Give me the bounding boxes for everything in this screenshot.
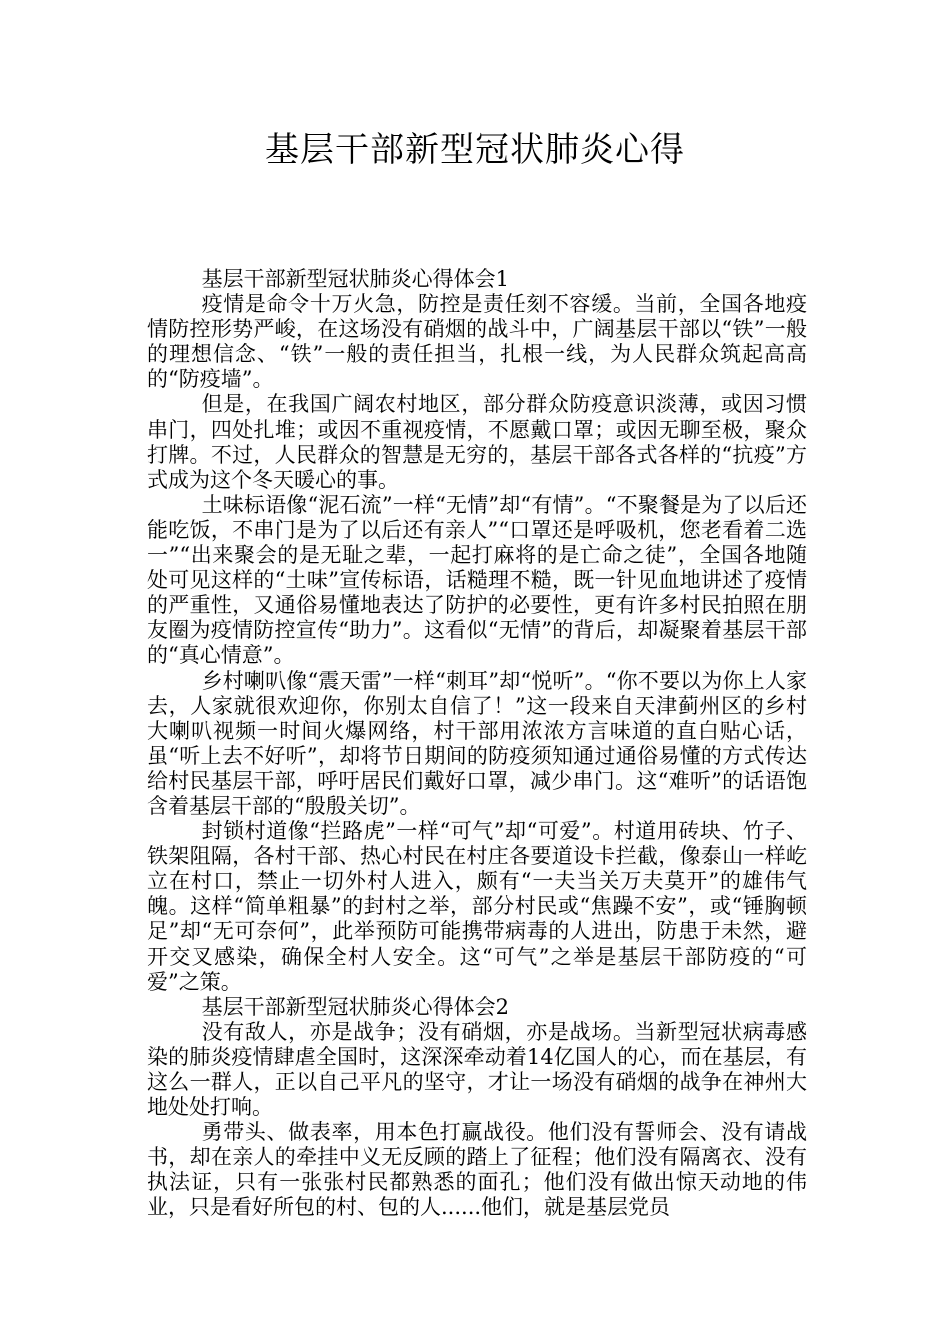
paragraph: 土味标语像“泥石流”一样“无情”却“有情”。“不聚餐是为了以后还能吃饭，不串门是为了以后还有亲人”“口罩还是呼吸机，您老看着二选一”“出来聚会的是无耻之辈，一起打麻将的是亡命之徒”，全国各地随处可见这样的“土味”宣传标语，话糙理不糙，既一针见血地讲述了疫情的严重性，又通俗易懂地表达了防护的必要性，更有许多村民拍照在朋友圈为疫情防控宣传“助力”。这看似“无情”的背后，却凝聚着基层干部的“真心情意”。 [147,492,807,668]
section-heading-1: 基层干部新型冠状肺炎心得体会1 [201,267,509,291]
document-body [147,267,807,1221]
paragraph: 疫情是命令十万火急，防控是责任刻不容缓。当前，全国各地疫情防控形势严峻，在这场没有硝烟的战斗中，广阔基层干部以“铁”一般的理想信念、“铁”一般的责任担当，扎根一线，为人民群众筑起高高的“防疫墙”。 [147,292,807,392]
section-heading-2: 基层干部新型冠状肺炎心得体会2 [201,994,509,1019]
paragraph: 勇带头、做表率，用本色打赢战役。他们没有誓师会、没有请战书，却在亲人的牵挂中义无反顾的踏上了征程；他们没有隔离衣、没有执法证，只有一张张村民都熟悉的面孔；他们没有做出惊天动地的伟业，只是看好所包的村、包的人......他们，就是基层党员 [147,1120,807,1220]
paragraph: 没有敌人，亦是战争；没有硝烟，亦是战场。当新型冠状病毒感染的肺炎疫情肆虐全国时，这深深牵动着14亿国人的心，而在基层，有这么一群人，正以自己平凡的坚守，才让一场没有硝烟的战争在神州大地处处打响。 [147,1019,807,1120]
paragraph: 但是，在我国广阔农村地区，部分群众防疫意识淡薄，或因习惯串门，四处扎堆；或因不重视疫情，不愿戴口罩；或因无聊至极，聚众打牌。不过，人民群众的智慧是无穷的，基层干部各式各样的“抗疫”方式成为这个冬天暖心的事。 [147,392,807,492]
paragraph: 封锁村道像“拦路虎”一样“可气”却“可爱”。村道用砖块、竹子、铁架阻隔，各村干部、热心村民在村庄各要道设卡拦截，像泰山一样屹立在村口，禁止一切外村人进入，颇有“一夫当关万夫莫开”的雄伟气魄。这样“简单粗暴”的封村之举，部分村民或“焦躁不安”，或“锤胸顿足”却“无可奈何”，此举预防可能携带病毒的人进出，防患于未然，避开交叉感染，确保全村人安全。这“可气”之举是基层干部防疫的“可爱”之策。 [147,819,807,994]
paragraph: 乡村喇叭像“震天雷”一样“刺耳”却“悦听”。“你不要以为你上人家去，人家就很欢迎你，你别太自信了！”这一段来自天津蓟州区的乡村大喇叭视频一时间火爆网络，村干部用浓浓方言味道的直白贴心话，虽“听上去不好听”，却将节日期间的防疫须知通过通俗易懂的方式传达给村民基层干部，呼吁居民们戴好口罩，减少串门。这“难听”的话语饱含着基层干部的“殷殷关切”。 [147,668,807,818]
document-title: 基层干部新型冠状肺炎心得 [265,130,685,170]
